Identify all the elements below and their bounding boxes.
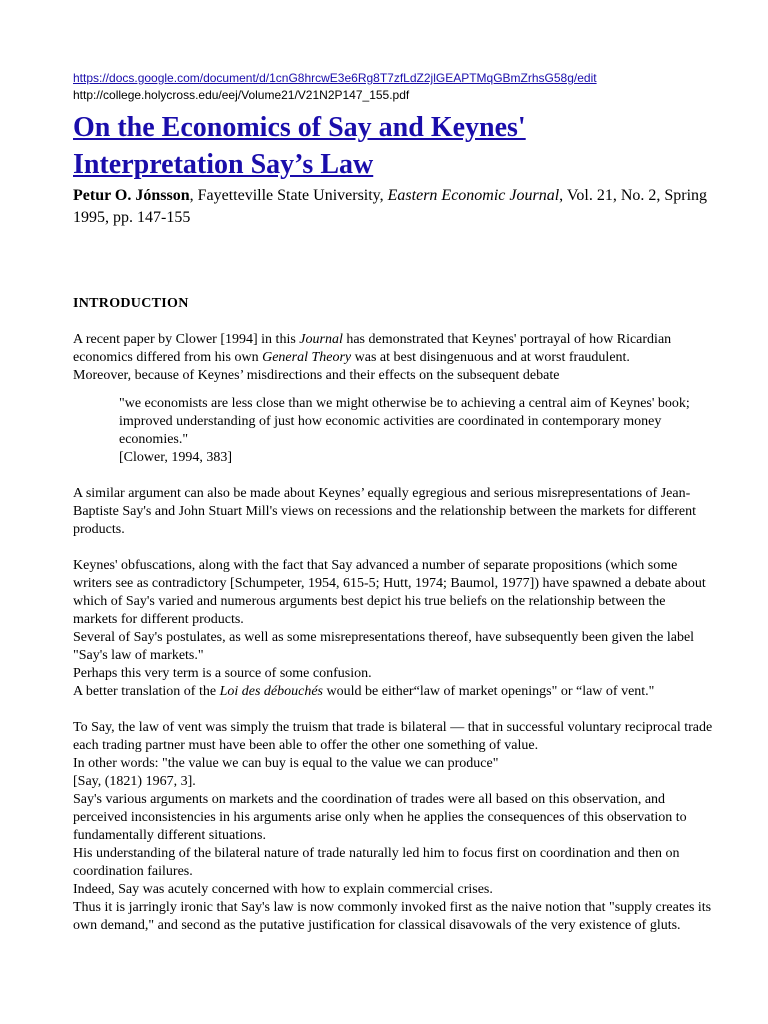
page-title[interactable] xyxy=(73,109,713,183)
paragraph: Moreover, because of Keynes’ misdirections and their effects on the subsequent debate xyxy=(73,368,560,383)
paragraph: His understanding of the bilateral nature of trade naturally led him to focus first on coordination and then on coordination failures. xyxy=(73,846,680,879)
byline xyxy=(73,185,713,229)
journal-italic: Journal xyxy=(299,332,343,347)
journal-name: Eastern Economic Journal xyxy=(387,187,560,204)
source-url: http://college.holycross.edu/eej/Volume21/V21N2P147_155.pdf xyxy=(73,88,410,102)
paragraph: Several of Say's postulates, as well as some misrepresentations thereof, have subsequently been given the label "Say's law of markets." xyxy=(73,630,695,663)
citation: , Vol. 21, No. 2, Spring 1995, pp. 147-155 xyxy=(73,187,708,226)
general-theory-italic: General Theory xyxy=(262,350,352,365)
paragraph: Thus it is jarringly ironic that Say's law is now commonly invoked first as the naive notion that "supply creates its own demand," and second as the putative justification for classical disavowals of the very existence of gluts. xyxy=(73,900,712,933)
paragraph: A better translation of the Loi des débouchés would be either“law of market openings" or “law of vent." xyxy=(73,684,655,699)
block-quote xyxy=(119,395,713,467)
document-page xyxy=(73,70,713,935)
paragraph: In other words: "the value we can buy is equal to the value we can produce" xyxy=(73,756,499,771)
paragraph: A recent paper by Clower [1994] in this Journal has demonstrated that Keynes' portrayal of how Ricardian economics differed from his own General Theory was at best disingenuous and at worst fraudulent. xyxy=(73,332,672,365)
quote-text: "we economists are less close than we might otherwise be to achieving a central aim of Keynes' book; improved understanding of just how economic activities are coordinated in contemporary money economies." xyxy=(119,396,690,447)
author-name: Petur O. Jónsson xyxy=(73,187,190,204)
section-heading: INTRODUCTION xyxy=(73,296,189,311)
paragraph: Perhaps this very term is a source of some confusion. xyxy=(73,666,372,681)
paragraph: Indeed, Say was acutely concerned with how to explain commercial crises. xyxy=(73,882,493,897)
title-line-2[interactable]: Interpretation Say’s Law xyxy=(73,149,374,180)
google-doc-link[interactable]: https://docs.google.com/document/d/1cnG8hrcwE3e6Rg8T7zfLdZ2jlGEAPTMqGBmZrhsG58g/edit xyxy=(73,71,597,85)
affiliation: , Fayetteville State University, xyxy=(189,187,388,204)
paragraph: To Say, the law of vent was simply the truism that trade is bilateral — that in successful voluntary reciprocal trade each trading partner must have been able to offer the other one something of value. xyxy=(73,720,713,753)
paragraph: Say's various arguments on markets and the coordination of trades were all based on this observation, and perceived inconsistencies in his arguments arise only when he applies the consequences of this observation to fundamentally different situations. xyxy=(73,792,687,843)
paragraph: Keynes' obfuscations, along with the fact that Say advanced a number of separate propositions (which some writers see as contradictory [Schumpeter, 1954, 615-5; Hutt, 1974; Baumol, 1977]) have spawned a debate about which of Say's varied and numerous arguments best depict his true beliefs on the relationship between the markets for different products. xyxy=(73,558,706,627)
loi-des-debouches-italic: Loi des débouchés xyxy=(219,684,324,699)
title-line-1[interactable]: On the Economics of Say and Keynes' xyxy=(73,112,526,143)
quote-citation: [Clower, 1994, 383] xyxy=(119,450,232,465)
paragraph: A similar argument can also be made about Keynes’ equally egregious and serious misrepresentations of Jean-Baptiste Say's and John Stuart Mill's views on recessions and the relationship between the markets for different products. xyxy=(73,486,696,537)
paragraph: [Say, (1821) 1967, 3]. xyxy=(73,774,196,789)
